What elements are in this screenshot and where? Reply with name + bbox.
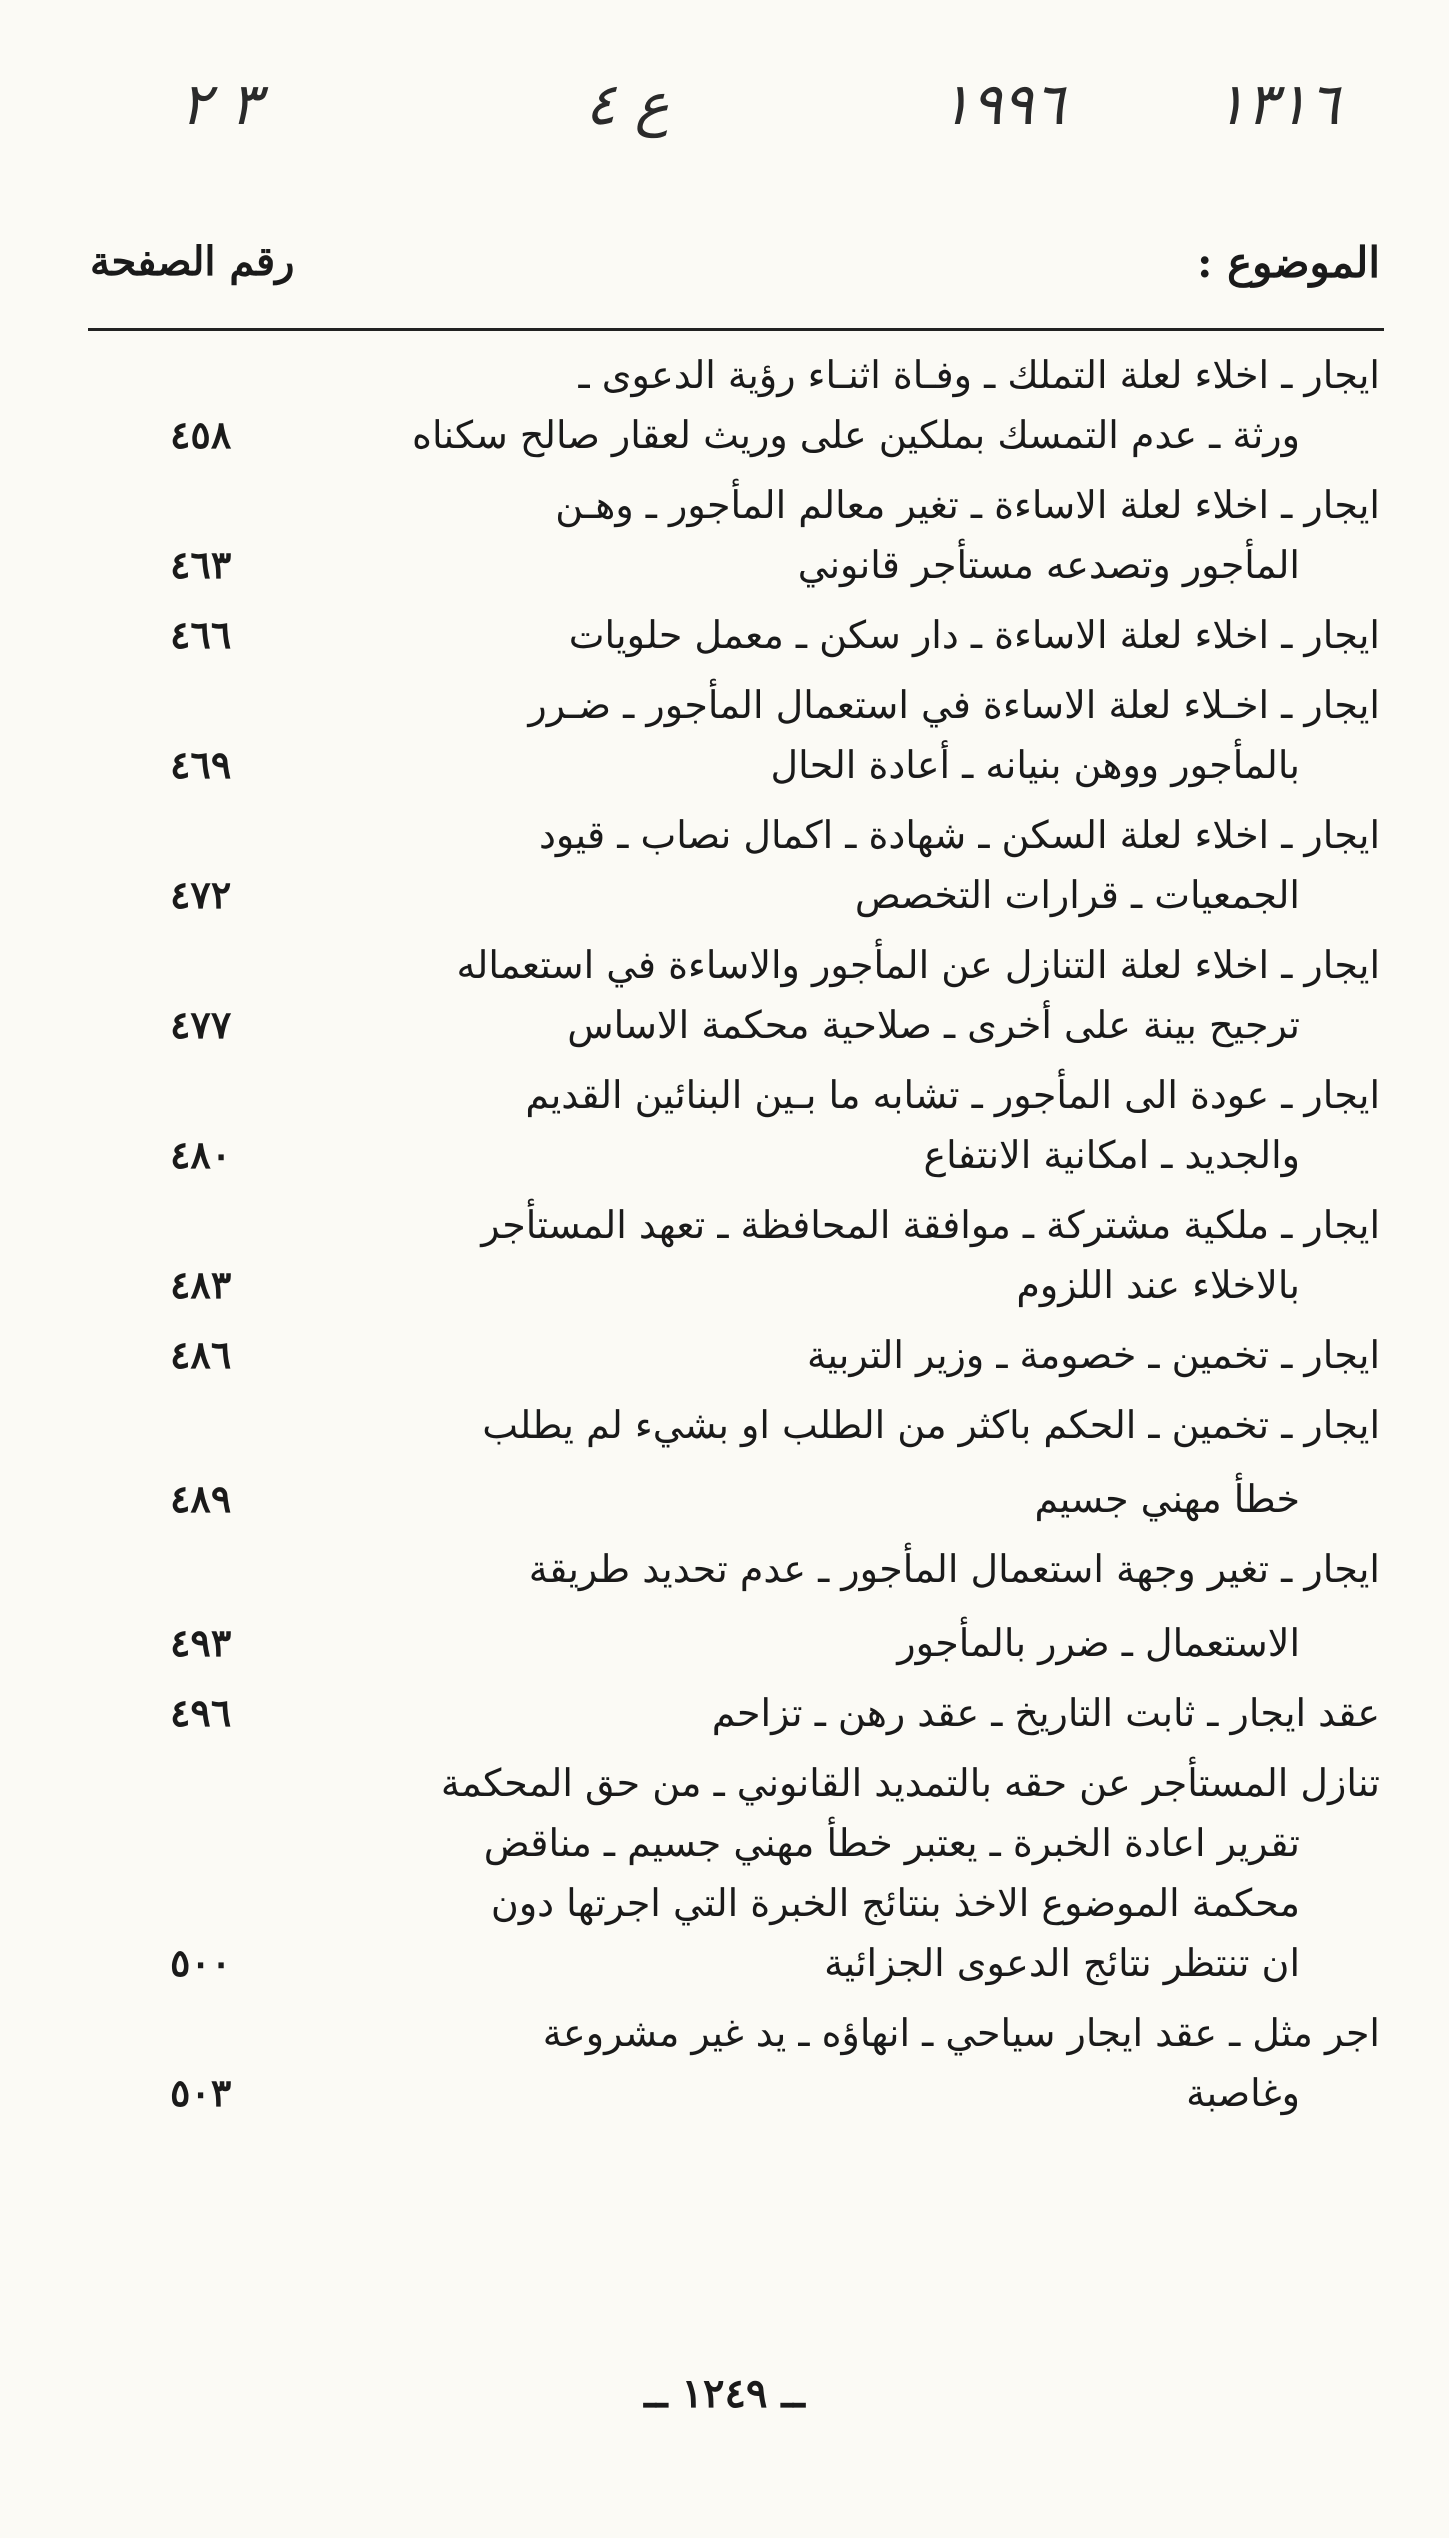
- index-entry: [90, 475, 1380, 595]
- entry-page-number: ٤٥٨: [170, 412, 232, 457]
- entry-page-number: ٤٨٩: [170, 1476, 232, 1521]
- entry-line: ايجار ـ اخلاء لعلة التنازل عن المأجور والاساءة في استعماله: [456, 943, 1380, 987]
- footer-page-number: ــ ١٢٤٩ ــ: [644, 2370, 805, 2417]
- entry-text: [240, 345, 1380, 465]
- entry-line: بالمأجور ووهن بنيانه ـ أعادة الحال: [770, 743, 1300, 787]
- entry-page-number: ٤٨٦: [170, 1332, 232, 1377]
- index-entry: [90, 1753, 1380, 1993]
- entry-line: محكمة الموضوع الاخذ بنتائج الخبرة التي اجرتها دون: [490, 1881, 1300, 1925]
- entry-page-number: ٥٠٣: [170, 2070, 232, 2115]
- entry-line: وغاصبة: [1186, 2071, 1300, 2115]
- entry-line: عقد ايجار ـ ثابت التاريخ ـ عقد رهن ـ تزاحم: [711, 1691, 1380, 1735]
- index-entry: [90, 1325, 1380, 1385]
- entry-page-number: ٥٠٠: [170, 1940, 232, 1985]
- entry-line: ايجار ـ اخلاء لعلة السكن ـ شهادة ـ اكمال نصاب ـ قيود: [538, 813, 1380, 857]
- entry-line: ايجار ـ اخلاء لعلة التملك ـ وفـاة اثنـاء رؤية الدعوى ـ: [578, 353, 1380, 397]
- entry-page-number: ٤٨٠: [170, 1132, 232, 1177]
- entry-text: [240, 1753, 1380, 1993]
- entry-page-number: ٤٦٦: [170, 612, 232, 657]
- entry-line: ايجار ـ اخلاء لعلة الاساءة ـ دار سكن ـ معمل حلويات: [568, 613, 1380, 657]
- entry-line: ايجار ـ اخـلاء لعلة الاساءة في استعمال المأجور ـ ضـرر: [528, 683, 1380, 727]
- entry-line: بالاخلاء عند اللزوم: [1016, 1263, 1300, 1307]
- entry-page-number: ٤٧٢: [170, 872, 232, 917]
- entry-line: والجديد ـ امكانية الانتفاع: [923, 1133, 1300, 1177]
- index-header: [90, 238, 1380, 318]
- entry-line: الجمعيات ـ قرارات التخصص: [854, 873, 1300, 917]
- entry-line: تنازل المستأجر عن حقه بالتمديد القانوني ـ من حق المحكمة: [440, 1761, 1380, 1805]
- index-entry: [90, 605, 1380, 665]
- index-entry: [90, 675, 1380, 795]
- handwritten-number-4: ٣ ٢: [180, 70, 261, 138]
- entry-text: [240, 1395, 1380, 1529]
- entry-line: خطأ مهني جسيم: [1034, 1477, 1300, 1521]
- entry-line: ترجيح بينة على أخرى ـ صلاحية محكمة الاساس: [567, 1003, 1300, 1047]
- entry-line: ايجار ـ اخلاء لعلة الاساءة ـ تغير معالم المأجور ـ وهـن: [555, 483, 1380, 527]
- entry-text: [240, 1065, 1380, 1185]
- entry-page-number: ٤٦٩: [170, 742, 232, 787]
- entry-line: ورثة ـ عدم التمسك بملكين على وريث لعقار صالح سكناه: [412, 413, 1300, 457]
- entry-text: [240, 475, 1380, 595]
- entry-page-number: ٤٨٣: [170, 1262, 232, 1307]
- index-entry: [90, 2003, 1380, 2123]
- entry-page-number: ٤٩٦: [170, 1690, 232, 1735]
- handwritten-number-2: ١٩٩٦: [940, 70, 1065, 138]
- entry-text: [240, 805, 1380, 925]
- index-entry: [90, 1065, 1380, 1185]
- topic-column-heading: الموضوع :: [1197, 238, 1380, 287]
- entry-line: ايجار ـ ملكية مشتركة ـ موافقة المحافظة ـ تعهد المستأجر: [481, 1203, 1380, 1247]
- index-entry: [90, 1683, 1380, 1743]
- entry-page-number: ٤٦٣: [170, 542, 232, 587]
- index-entry: [90, 1195, 1380, 1315]
- entry-page-number: ٤٧٧: [170, 1002, 232, 1047]
- entry-text: [240, 605, 1380, 665]
- index-entry: [90, 1395, 1380, 1529]
- index-entry: [90, 345, 1380, 465]
- index-entry: [90, 1539, 1380, 1673]
- entry-text: [240, 1683, 1380, 1743]
- index-entry: [90, 805, 1380, 925]
- entry-text: [240, 2003, 1380, 2123]
- entry-line: تقرير اعادة الخبرة ـ يعتبر خطأ مهني جسيم ـ مناقض: [483, 1821, 1300, 1865]
- entry-line: ايجار ـ تخمين ـ خصومة ـ وزير التربية: [806, 1333, 1380, 1377]
- index-entry: [90, 935, 1380, 1055]
- handwritten-number-1: ١٣١٦: [1215, 70, 1340, 138]
- entry-line: ايجار ـ عودة الى المأجور ـ تشابه ما بـين البنائين القديم: [525, 1073, 1380, 1117]
- page-column-heading: رقم الصفحة: [90, 238, 295, 285]
- entry-text: [240, 675, 1380, 795]
- entry-text: [240, 1195, 1380, 1315]
- entry-page-number: ٤٩٣: [170, 1620, 232, 1665]
- entry-line: اجر مثل ـ عقد ايجار سياحي ـ انهاؤه ـ يد غير مشروعة: [542, 2011, 1380, 2055]
- entry-text: [240, 1539, 1380, 1673]
- entry-line: ان تنتظر نتائج الدعوى الجزائية: [824, 1941, 1300, 1985]
- entry-line: الاستعمال ـ ضرر بالمأجور: [897, 1621, 1300, 1665]
- entry-line: ايجار ـ تخمين ـ الحكم باكثر من الطلب او بشيء لم يطلب: [482, 1403, 1380, 1447]
- entry-text: [240, 1325, 1380, 1385]
- index-entries: [90, 345, 1380, 2133]
- entry-line: المأجور وتصدعه مستأجر قانوني: [797, 543, 1300, 587]
- header-divider: [88, 328, 1384, 331]
- entry-text: [240, 935, 1380, 1055]
- entry-line: ايجار ـ تغير وجهة استعمال المأجور ـ عدم تحديد طريقة: [528, 1547, 1380, 1591]
- handwritten-number-3: ع ٤: [585, 70, 670, 138]
